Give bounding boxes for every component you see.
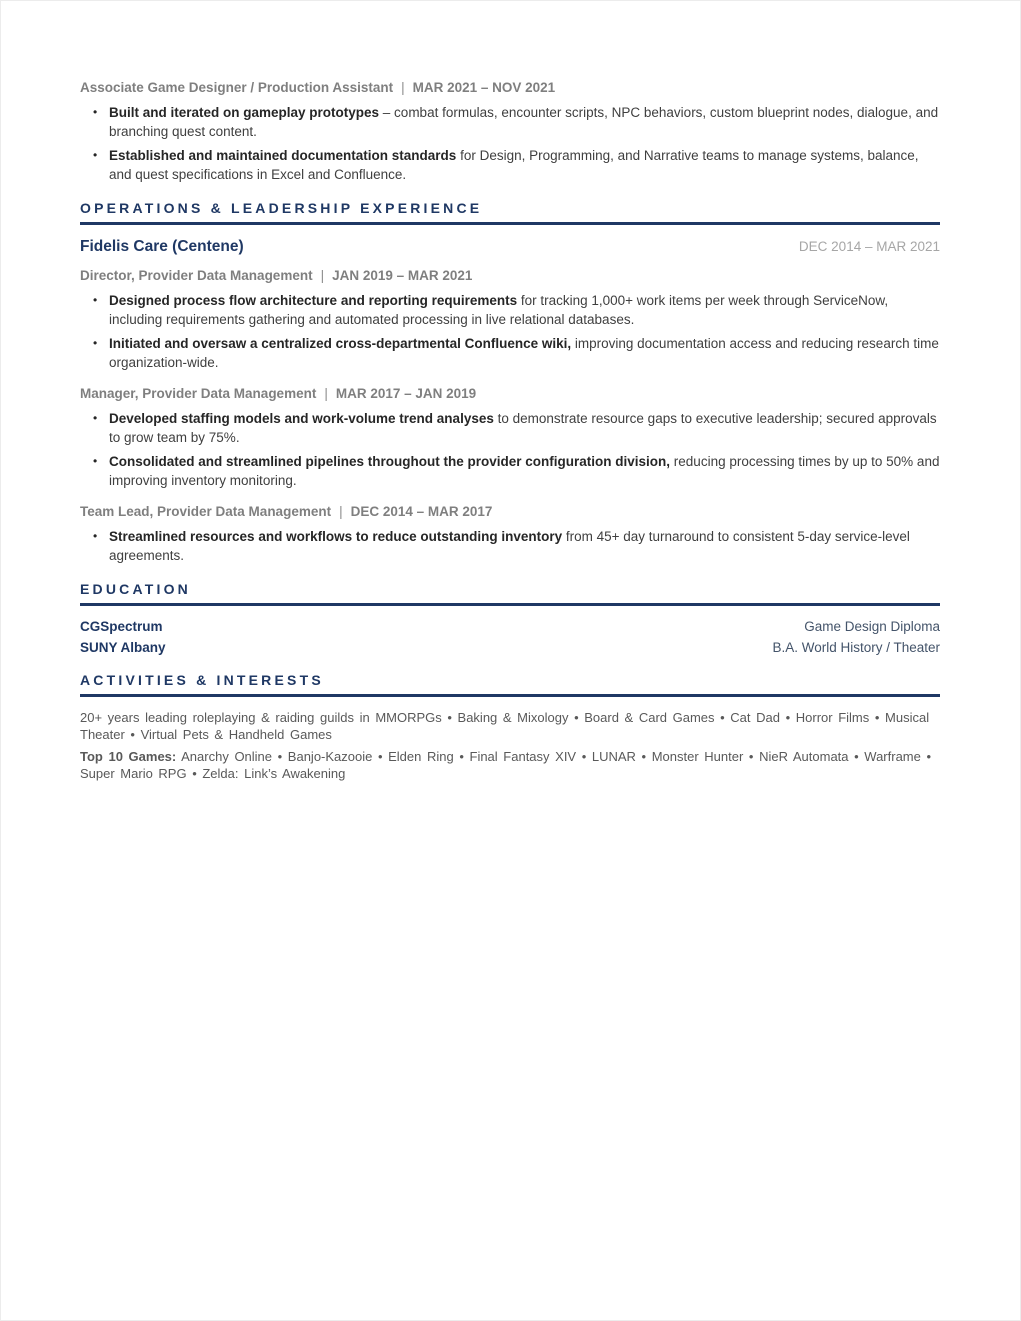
section-heading: ACTIVITIES & INTERESTS (80, 672, 324, 688)
role-dates: DEC 2014 – MAR 2017 (350, 504, 493, 519)
role-title-line (80, 267, 940, 284)
role-title: Associate Game Designer / Production Assistant (80, 80, 394, 95)
company-dates: DEC 2014 – MAR 2021 (798, 239, 940, 254)
top-games-label: Top 10 Games: (80, 749, 177, 764)
bullet-lead: Initiated and oversaw a centralized cross-departmental Confluence wiki, (109, 336, 572, 351)
role-dates: MAR 2021 – NOV 2021 (412, 80, 556, 95)
role-title-line (80, 503, 940, 520)
pipe-separator: | (401, 80, 405, 95)
bullet-item (80, 292, 940, 329)
section-rule (80, 222, 940, 225)
pipe-separator: | (339, 504, 343, 519)
bullet-lead: Consolidated and streamlined pipelines throughout the provider configuration division, (109, 454, 671, 469)
education-row (80, 619, 940, 635)
role-title: Director, Provider Data Management (80, 268, 313, 283)
company-name: Fidelis Care (Centene) (80, 238, 244, 255)
bullet-item (80, 104, 940, 141)
top-games-line (80, 749, 940, 782)
bullet-lead: Streamlined resources and workflows to reduce outstanding inventory (109, 529, 563, 544)
interests-line: 20+ years leading roleplaying & raiding guilds in MMORPGs • Baking & Mixology • Board & Card Games • Cat Dad • Horror Films • Musical Theater • Virtual Pets & Handheld Games (80, 710, 930, 742)
role-team-lead (80, 503, 940, 565)
role-dates: MAR 2017 – JAN 2019 (335, 386, 477, 401)
bullet-text: improving documentation access and reducing research time organization-wide. (109, 336, 939, 370)
section-education (80, 581, 940, 656)
section-rule (80, 694, 940, 697)
bullet-list (80, 104, 940, 184)
bullet-lead: Developed staffing models and work-volume trend analyses (109, 411, 494, 426)
school-name: SUNY Albany (80, 640, 166, 655)
bullet-marker: • (93, 148, 98, 162)
section-operations-leadership (80, 200, 940, 565)
section-heading: EDUCATION (80, 581, 191, 597)
education-row (80, 640, 940, 656)
bullet-item (80, 147, 940, 184)
bullet-lead: Designed process flow architecture and reporting requirements (109, 293, 518, 308)
pipe-separator: | (320, 268, 325, 283)
bullet-marker: • (93, 105, 98, 119)
bullet-marker: • (93, 529, 98, 543)
bullet-marker: • (93, 336, 98, 350)
bullet-list (80, 292, 940, 372)
bullet-list (80, 528, 940, 565)
role-title-line (80, 385, 940, 402)
section-activities-interests (80, 672, 940, 782)
role-director (80, 267, 940, 372)
role-associate-game-designer (80, 79, 940, 184)
bullet-lead: Established and maintained documentation standards (109, 148, 457, 163)
bullet-lead: Built and iterated on gameplay prototypes (109, 105, 380, 120)
bullet-item (80, 335, 940, 372)
credential: B.A. World History / Theater (772, 640, 940, 655)
bullet-text: – combat formulas, encounter scripts, NPC behaviors, custom blueprint nodes, dialogue, and branching quest content. (109, 105, 939, 139)
credential: Game Design Diploma (804, 619, 940, 634)
bullet-marker: • (93, 454, 98, 468)
bullet-item (80, 453, 940, 490)
role-title-line (80, 79, 940, 96)
company-row (80, 238, 940, 256)
top-games-list: Anarchy Online • Banjo-Kazooie • Elden Ring • Final Fantasy XIV • LUNAR • Monster Hunter • NieR Automata • Warframe • Super Mario RPG • Zelda: Link’s Awakening (80, 749, 932, 781)
section-heading: OPERATIONS & LEADERSHIP EXPERIENCE (80, 200, 483, 216)
section-rule (80, 603, 940, 606)
role-title: Team Lead, Provider Data Management (80, 504, 332, 519)
bullet-text: from 45+ day turnaround to consistent 5-day service-level agreements. (109, 529, 910, 563)
role-manager (80, 385, 940, 490)
pipe-separator: | (324, 386, 328, 401)
bullet-text: reducing processing times by up to 50% and improving inventory monitoring. (109, 454, 940, 488)
bullet-marker: • (93, 293, 98, 307)
school-name: CGSpectrum (80, 619, 163, 634)
bullet-marker: • (93, 411, 98, 425)
bullet-text: to demonstrate resource gaps to executive leadership; secured approvals to grow team by 75%. (109, 411, 937, 445)
bullet-list (80, 410, 940, 490)
role-dates: JAN 2019 – MAR 2021 (332, 268, 473, 283)
bullet-item (80, 528, 940, 565)
bullet-text: for tracking 1,000+ work items per week through ServiceNow, including requirements gathering and automated processing in live relational databases. (109, 293, 889, 327)
bullet-text: for Design, Programming, and Narrative teams to manage systems, balance, and quest specifications in Excel and Confluence. (109, 148, 919, 182)
role-title: Manager, Provider Data Management (80, 386, 317, 401)
bullet-item (80, 410, 940, 447)
